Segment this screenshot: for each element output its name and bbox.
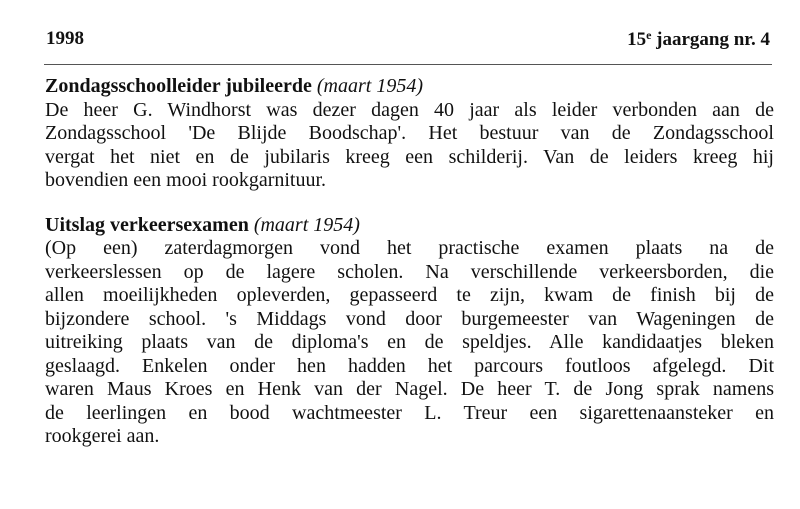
article-list	[45, 75, 774, 470]
body-line: vergat het niet en de jubilaris kreeg een schilderij. Van de leiders kreeg hij	[45, 145, 774, 168]
issue-text: jaargang nr. 4	[656, 29, 770, 50]
body-line: rookgerei aan.	[45, 425, 160, 447]
body-line: waren Maus Kroes en Henk van der Nagel. De heer T. de Jong sprak namens	[45, 378, 774, 400]
body-line: (Op een) zaterdagmorgen vond het practische examen plaats na de	[45, 237, 774, 259]
body-line: verkeerslessen op de lagere scholen. Na verschillende verkeersborden, die	[45, 260, 774, 283]
article-jubilee	[45, 75, 774, 193]
article-body	[45, 99, 774, 193]
body-line: Zondagsschool 'De Blijde Boodschap'. Het bestuur van de Zondagsschool	[45, 122, 774, 144]
article-title: Uitslag verkeersexamen	[45, 213, 249, 236]
article-date: (maart 1954)	[316, 75, 423, 97]
article-title: Zondagsschoolleider jubileerde	[45, 75, 312, 97]
page-year: 1998	[46, 28, 84, 49]
body-line: De heer G. Windhorst was dezer dagen 40 jaar als leider verbonden aan de	[45, 98, 774, 121]
issue-number: 15	[627, 29, 647, 50]
body-line: bovendien een mooi rookgarnituur.	[45, 169, 327, 191]
header-divider	[44, 64, 772, 65]
issue-label	[627, 28, 770, 51]
article-date: (maart 1954)	[253, 213, 360, 236]
body-line: geslaagd. Enkelen onder hen hadden het parcours foutloos afgelegd. Dit	[45, 354, 774, 377]
body-line: de leerlingen en bood wachtmeester L. Treur een sigarettenaansteker en	[45, 401, 774, 424]
article-body	[45, 237, 774, 449]
body-line: uitreiking plaats van de diploma's en de speldjes. Alle kandidaatjes bleken	[45, 331, 774, 353]
article-heading	[45, 75, 774, 99]
issue-superscript: e	[646, 28, 652, 42]
body-line: allen moeilijkheden opleverden, gepasseerd te zijn, kwam de finish bij de	[45, 284, 774, 306]
body-line: bijzondere school. 's Middags vond door burgemeester van Wageningen de	[45, 307, 774, 330]
article-heading	[45, 214, 774, 238]
article-traffic-exam	[45, 214, 774, 449]
